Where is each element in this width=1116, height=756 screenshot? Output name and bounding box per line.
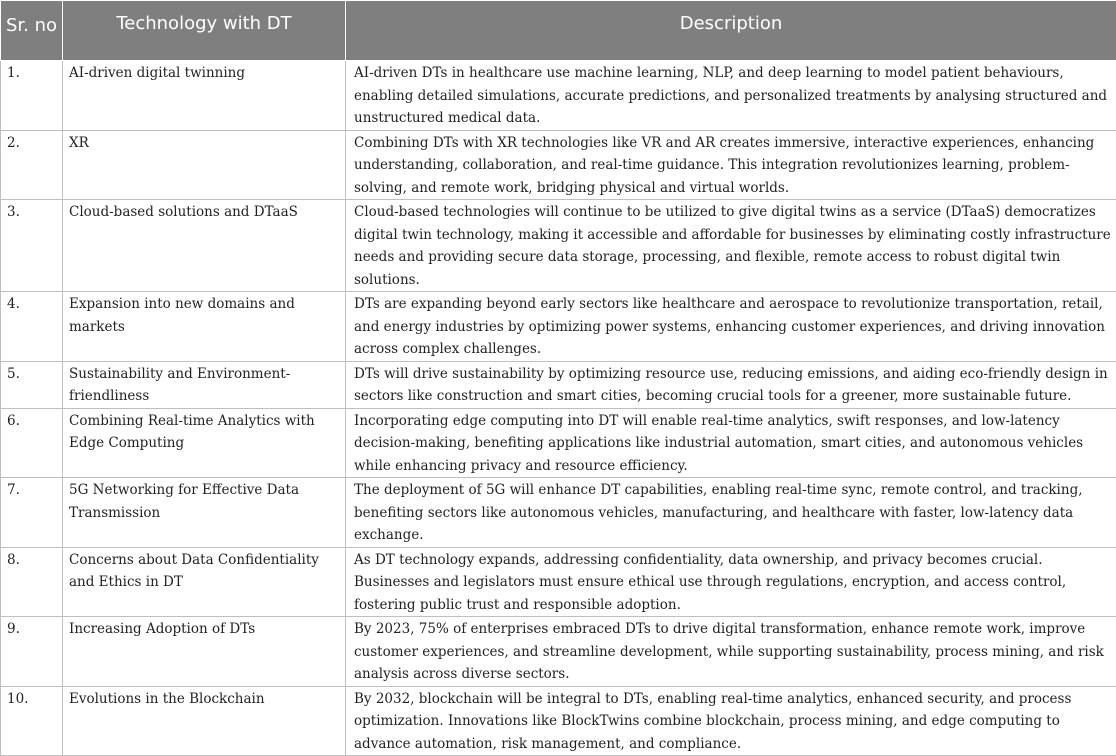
table-row xyxy=(1,130,1116,200)
row-number: 7. xyxy=(1,478,63,548)
row-description: Combining DTs with XR technologies like VR and AR creates immersive, interactive experiences, enhancing understanding, collaboration, and real-time guidance. This integration revolutionizes learning, problem-solving, and remote work, bridging physical and virtual worlds. xyxy=(346,130,1116,200)
table-row xyxy=(1,292,1116,362)
header-technology: Technology with DT xyxy=(63,1,346,61)
row-description: As DT technology expands, addressing confidentiality, data ownership, and privacy becomes crucial. Businesses and legislators must ensure ethical use through regulations, encryption, and access control, fostering public trust and responsible adoption. xyxy=(346,547,1116,617)
table-row xyxy=(1,617,1116,687)
row-technology: Combining Real-time Analytics with Edge Computing xyxy=(63,408,346,478)
row-technology: XR xyxy=(63,130,346,200)
table-row xyxy=(1,408,1116,478)
row-description: Incorporating edge computing into DT will enable real-time analytics, swift responses, and low-latency decision-making, benefiting applications like industrial automation, smart cities, and autonomous vehicles while enhancing privacy and resource efficiency. xyxy=(346,408,1116,478)
header-sr-no: Sr. no xyxy=(1,1,63,61)
row-number: 2. xyxy=(1,130,63,200)
row-number: 5. xyxy=(1,361,63,408)
row-technology: 5G Networking for Effective Data Transmission xyxy=(63,478,346,548)
row-description: The deployment of 5G will enhance DT capabilities, enabling real-time sync, remote control, and tracking, benefiting sectors like autonomous vehicles, manufacturing, and healthcare with faster, low-latency data exchange. xyxy=(346,478,1116,548)
row-description: By 2032, blockchain will be integral to DTs, enabling real-time analytics, enhanced security, and process optimization. Innovations like BlockTwins combine blockchain, process mining, and edge computing to advance automation, risk management, and compliance. xyxy=(346,686,1116,756)
table-header xyxy=(1,1,1116,61)
table-row xyxy=(1,361,1116,408)
table-row xyxy=(1,61,1116,131)
row-description: DTs will drive sustainability by optimizing resource use, reducing emissions, and aiding eco-friendly design in sectors like construction and smart cities, becoming crucial tools for a greener, more sustainable future. xyxy=(346,361,1116,408)
row-description: By 2023, 75% of enterprises embraced DTs to drive digital transformation, enhance remote work, improve customer experiences, and streamline development, while supporting sustainability, process mining, and risk analysis across diverse sectors. xyxy=(346,617,1116,687)
row-number: 8. xyxy=(1,547,63,617)
table-row xyxy=(1,686,1116,756)
row-number: 10. xyxy=(1,686,63,756)
row-technology: Evolutions in the Blockchain xyxy=(63,686,346,756)
header-description: Description xyxy=(346,1,1116,61)
table-row xyxy=(1,547,1116,617)
row-number: 9. xyxy=(1,617,63,687)
table-body xyxy=(1,61,1116,756)
row-technology: AI-driven digital twinning xyxy=(63,61,346,131)
row-number: 1. xyxy=(1,61,63,131)
row-number: 3. xyxy=(1,200,63,292)
table-row xyxy=(1,200,1116,292)
row-number: 6. xyxy=(1,408,63,478)
row-description: DTs are expanding beyond early sectors like healthcare and aerospace to revolutionize transportation, retail, and energy industries by optimizing power systems, enhancing customer experiences, and driving innovation across complex challenges. xyxy=(346,292,1116,362)
row-technology: Cloud-based solutions and DTaaS xyxy=(63,200,346,292)
row-technology: Increasing Adoption of DTs xyxy=(63,617,346,687)
row-technology: Concerns about Data Confidentiality and Ethics in DT xyxy=(63,547,346,617)
table-row xyxy=(1,478,1116,548)
row-description: Cloud-based technologies will continue to be utilized to give digital twins as a service (DTaaS) democratizes digital twin technology, making it accessible and affordable for businesses by eliminating costly infrastructure needs and providing secure data storage, processing, and flexible, remote access to robust digital twin solutions. xyxy=(346,200,1116,292)
header-row xyxy=(1,1,1116,61)
row-technology: Expansion into new domains and markets xyxy=(63,292,346,362)
row-technology: Sustainability and Environment-friendliness xyxy=(63,361,346,408)
row-description: AI-driven DTs in healthcare use machine learning, NLP, and deep learning to model patient behaviours, enabling detailed simulations, accurate predictions, and personalized treatments by analysing structured and unstructured medical data. xyxy=(346,61,1116,131)
row-number: 4. xyxy=(1,292,63,362)
